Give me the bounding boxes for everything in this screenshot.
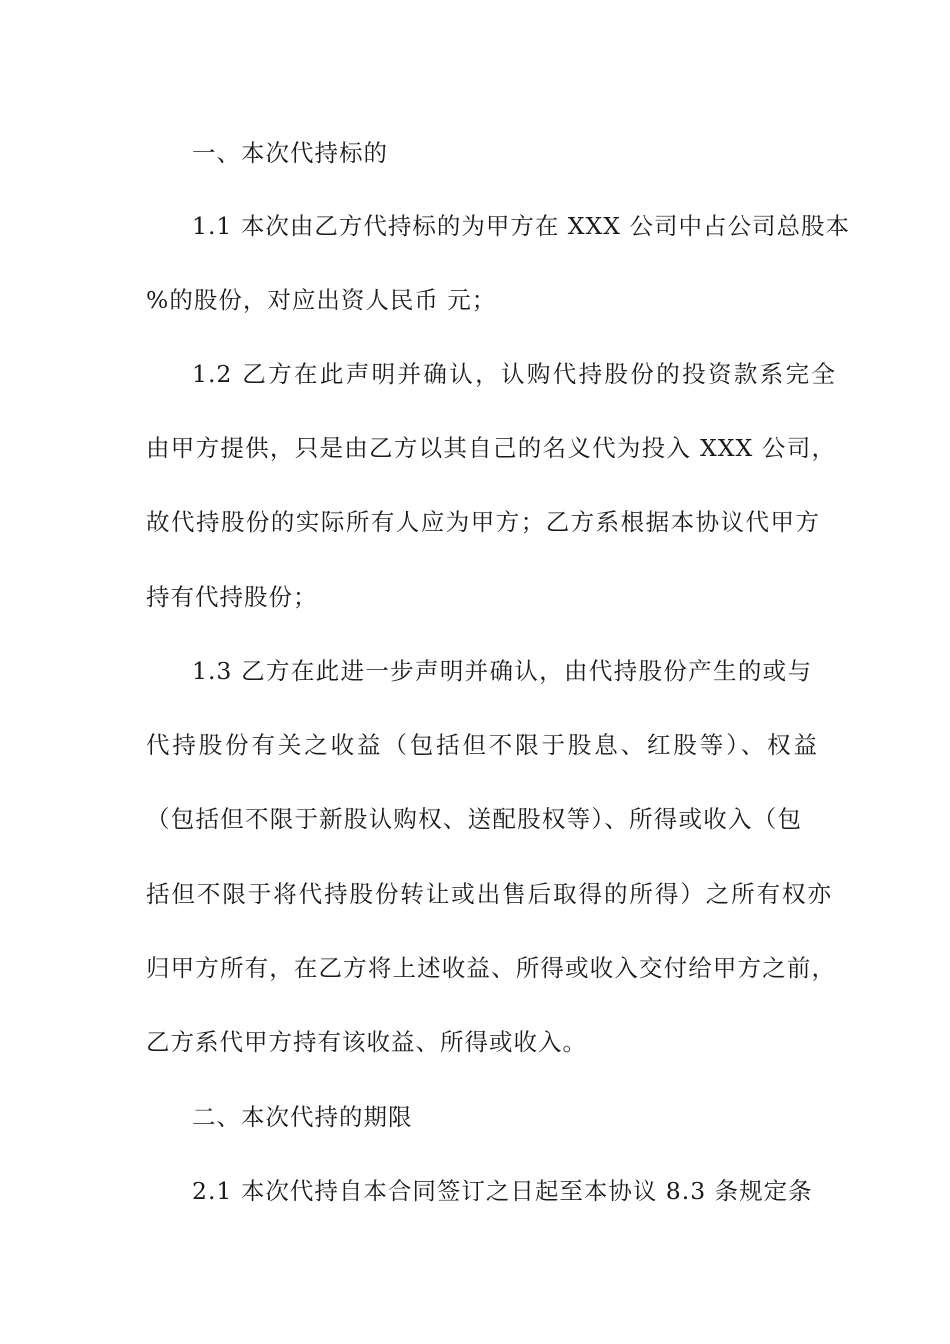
section-heading-1: 一、本次代持标的 (192, 139, 388, 167)
paragraph-line: 归甲方所有，在乙方将上述收益、所得或收入交付给甲方之前， (146, 954, 836, 982)
paragraph-line: 1.1 本次由乙方代持标的为甲方在 XXX 公司中占公司总股本 (192, 212, 850, 240)
paragraph-line: 1.2 乙方在此声明并确认，认购代持股份的投资款系完全 (192, 360, 836, 388)
paragraph-line: （包括但不限于新股认购权、送配股权等）、所得或收入（包 (146, 805, 802, 833)
paragraph-line: 乙方系代甲方持有该收益、所得或收入。 (146, 1028, 587, 1056)
paragraph-line: 故代持股份的实际所有人应为甲方；乙方系根据本协议代甲方 (146, 508, 820, 536)
paragraph-line: 括但不限于将代持股份转让或出售后取得的所得）之所有权亦 (146, 880, 832, 908)
paragraph-line: 由甲方提供，只是由乙方以其自己的名义代为投入 XXX 公司， (146, 434, 836, 462)
paragraph-line: 2.1 本次代持自本合同签订之日起至本协议 8.3 条规定条 (192, 1177, 813, 1205)
paragraph-line: 持有代持股份； (146, 583, 318, 611)
paragraph-line: 1.3 乙方在此进一步声明并确认，由代持股份产生的或与 (192, 657, 812, 685)
section-heading-2: 二、本次代持的期限 (192, 1103, 413, 1131)
paragraph-line: 代持股份有关之收益（包括但不限于股息、红股等）、权益 (146, 731, 818, 759)
paragraph-line: %的股份，对应出资人民币 元； (146, 286, 497, 314)
